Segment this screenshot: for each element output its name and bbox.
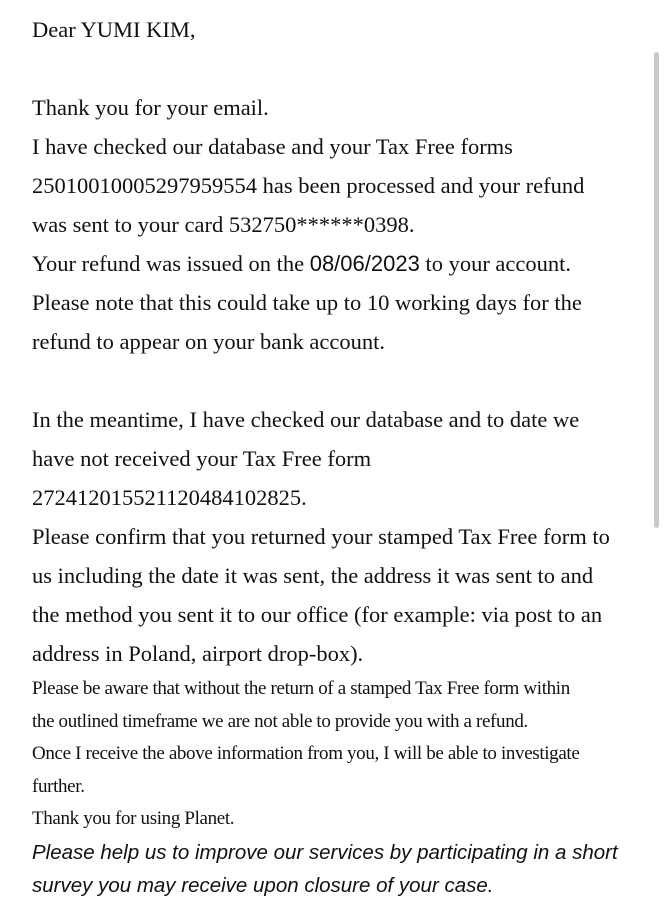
refund-date-line (32, 244, 642, 283)
refund-date: 08/06/2023 (309, 251, 420, 276)
text-line: Thank you for your email. (32, 95, 269, 120)
missing-form-paragraph (32, 400, 642, 673)
text-line: the method you sent it to our office (for example: via post to an (32, 602, 603, 627)
sign-off: Thank you for using Planet. (32, 808, 235, 829)
text-line: survey you may receive upon closure of your case. (32, 873, 494, 897)
text-line: further. (32, 775, 85, 797)
text-line: refund to appear on your bank account. (32, 329, 385, 354)
vertical-scrollbar[interactable] (654, 52, 659, 528)
text-line: 25010010005297959554 has been processed and your refund (32, 173, 585, 198)
text-line: Please note that this could take up to 10 working days for the (32, 290, 582, 315)
text-line: Please help us to improve our services by participating in a short (32, 840, 618, 864)
form-number: 27241201552112048410282​5. (32, 485, 307, 510)
text-segment: to your account. (419, 251, 572, 276)
text-line: Please confirm that you returned your stamped Tax Free form to (32, 524, 610, 549)
survey-note (32, 836, 642, 902)
spacer (32, 49, 642, 88)
greeting: Dear YUMI KIM, (32, 17, 196, 42)
text-line: us including the date it was sent, the address it was sent to and (32, 563, 594, 588)
text-line: have not received your Tax Free form (32, 446, 372, 471)
text-line: Once I receive the above information from you, I will be able to investigate (32, 743, 580, 764)
spacer (32, 361, 642, 400)
text-line: was sent to your card 532750******0398. (32, 212, 415, 237)
text-line: Please be aware that without the return of a stamped Tax Free form within (32, 678, 570, 699)
text-line: I have checked our database and your Tax Free forms (32, 134, 513, 159)
text-line: In the meantime, I have checked our database and to date we (32, 407, 580, 432)
text-segment: Your refund was issued on the (32, 251, 310, 276)
notice-paragraph (32, 673, 642, 836)
text-line: address in Poland, airport drop-box). (32, 641, 364, 666)
refund-paragraph (32, 88, 642, 361)
text-line: the outlined timeframe we are not able to provide you with a refund. (32, 710, 528, 732)
email-content (32, 0, 642, 902)
